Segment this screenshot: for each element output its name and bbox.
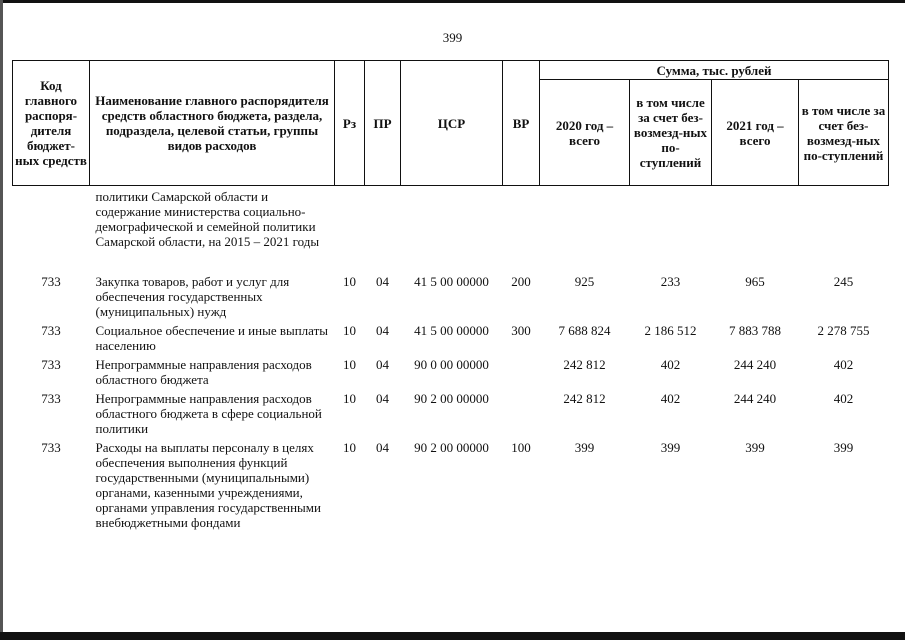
cell-2021-free: 245 (833, 274, 854, 289)
cell-2020-total: 399 (574, 440, 595, 455)
header-csr: ЦСР (401, 61, 503, 186)
cell-rz: 10 (343, 274, 356, 289)
header-2020-total: 2020 год – всего (540, 80, 630, 186)
cell-csr: 90 0 00 00000 (414, 357, 489, 372)
cell-2021-total: 399 (745, 440, 765, 455)
cell-csr: 41 5 00 00000 (414, 323, 489, 338)
cell-vr: 200 (511, 274, 531, 289)
cell-2021-total: 244 240 (733, 357, 777, 372)
cell-2020-total: 7 688 824 (558, 323, 611, 338)
cell-2021-free: 402 (833, 391, 854, 406)
cell-pr: 04 (376, 274, 389, 289)
cell-code: 733 (41, 440, 61, 455)
cell-2021-free: 402 (833, 357, 854, 372)
cell-2020-free: 402 (660, 391, 681, 406)
cell-csr: 90 2 00 00000 (414, 391, 489, 406)
cell-code: 733 (41, 274, 61, 289)
cell-name: Непрограммные направления расходов областного бюджета в сфере социальной политики (95, 391, 322, 436)
scan-left-edge (0, 0, 3, 640)
cell-2021-free: 399 (833, 440, 854, 455)
page-number: 399 (442, 30, 463, 45)
cell-vr: 300 (511, 323, 531, 338)
cell-2020-free: 399 (660, 440, 681, 455)
header-2021-total: 2021 год – всего (712, 80, 799, 186)
header-code: Код главного распоря-дителя бюджет-ных средств (13, 61, 90, 186)
cell-name: Расходы на выплаты персоналу в целях обеспечения выполнения функций государственными (муниципальными) органами, казенными учреждениями, органами управления государственными внебюджетными фондами (95, 440, 321, 530)
cell-name: Социальное обеспечение и иные выплаты населению (95, 323, 329, 353)
cell-2020-free: 233 (660, 274, 681, 289)
cell-2021-total: 965 (745, 274, 765, 289)
table-row (13, 274, 889, 323)
table-header (13, 61, 889, 186)
cell-rz: 10 (343, 391, 356, 406)
cell-name: Непрограммные направления расходов областного бюджета (95, 357, 312, 387)
cell-rz: 10 (343, 440, 356, 455)
cell-name: Закупка товаров, работ и услуг для обеспечения государственных (муниципальных) нужд (95, 274, 290, 319)
header-name: Наименование главного распорядителя средств областного бюджета, раздела, подраздела, целевой статьи, группы видов расходов (90, 61, 335, 186)
cell-vr: 100 (511, 440, 531, 455)
header-2020-free: в том числе за счет без-возмезд-ных по-ступлений (630, 80, 712, 186)
cell-csr: 90 2 00 00000 (414, 440, 489, 455)
cell-2020-total: 242 812 (563, 391, 606, 406)
cell-csr: 41 5 00 00000 (414, 274, 489, 289)
cell-2020-free: 2 186 512 (644, 323, 697, 338)
header-vr: ВР (503, 61, 540, 186)
cell-code: 733 (41, 391, 61, 406)
table-row (13, 357, 889, 391)
budget-table (12, 60, 889, 534)
table-row (13, 391, 889, 440)
header-2021-free: в том числе за счет без-возмезд-ных по-ступлений (799, 80, 889, 186)
cell-2020-total: 242 812 (563, 357, 606, 372)
cell-2021-total: 7 883 788 (729, 323, 781, 338)
cell-pr: 04 (376, 391, 389, 406)
table-row (13, 440, 889, 534)
cell-2021-free: 2 278 755 (817, 323, 870, 338)
header-rz: Рз (335, 61, 365, 186)
cell-2021-total: 244 240 (733, 391, 777, 406)
cell-code: 733 (41, 323, 61, 338)
cell-pr: 04 (376, 323, 389, 338)
table-row (13, 323, 889, 357)
cell-rz: 10 (343, 357, 356, 372)
continued-row-text: политики Самарской области и содержание министерства социально-демографической и семейной политики Самарской области, на 2015 – 2021 годы (95, 189, 320, 249)
cell-pr: 04 (376, 357, 389, 372)
header-sum-group: Сумма, тыс. рублей (540, 61, 889, 80)
cell-2020-total: 925 (574, 274, 595, 289)
scan-top-edge (0, 0, 905, 3)
cell-vr (503, 357, 540, 391)
cell-pr: 04 (376, 440, 389, 455)
cell-vr (503, 391, 540, 440)
cell-2020-free: 402 (660, 357, 681, 372)
cell-code: 733 (41, 357, 61, 372)
scan-bottom-edge (0, 632, 905, 640)
cell-rz: 10 (343, 323, 356, 338)
header-pr: ПР (365, 61, 401, 186)
table-body (13, 186, 889, 535)
